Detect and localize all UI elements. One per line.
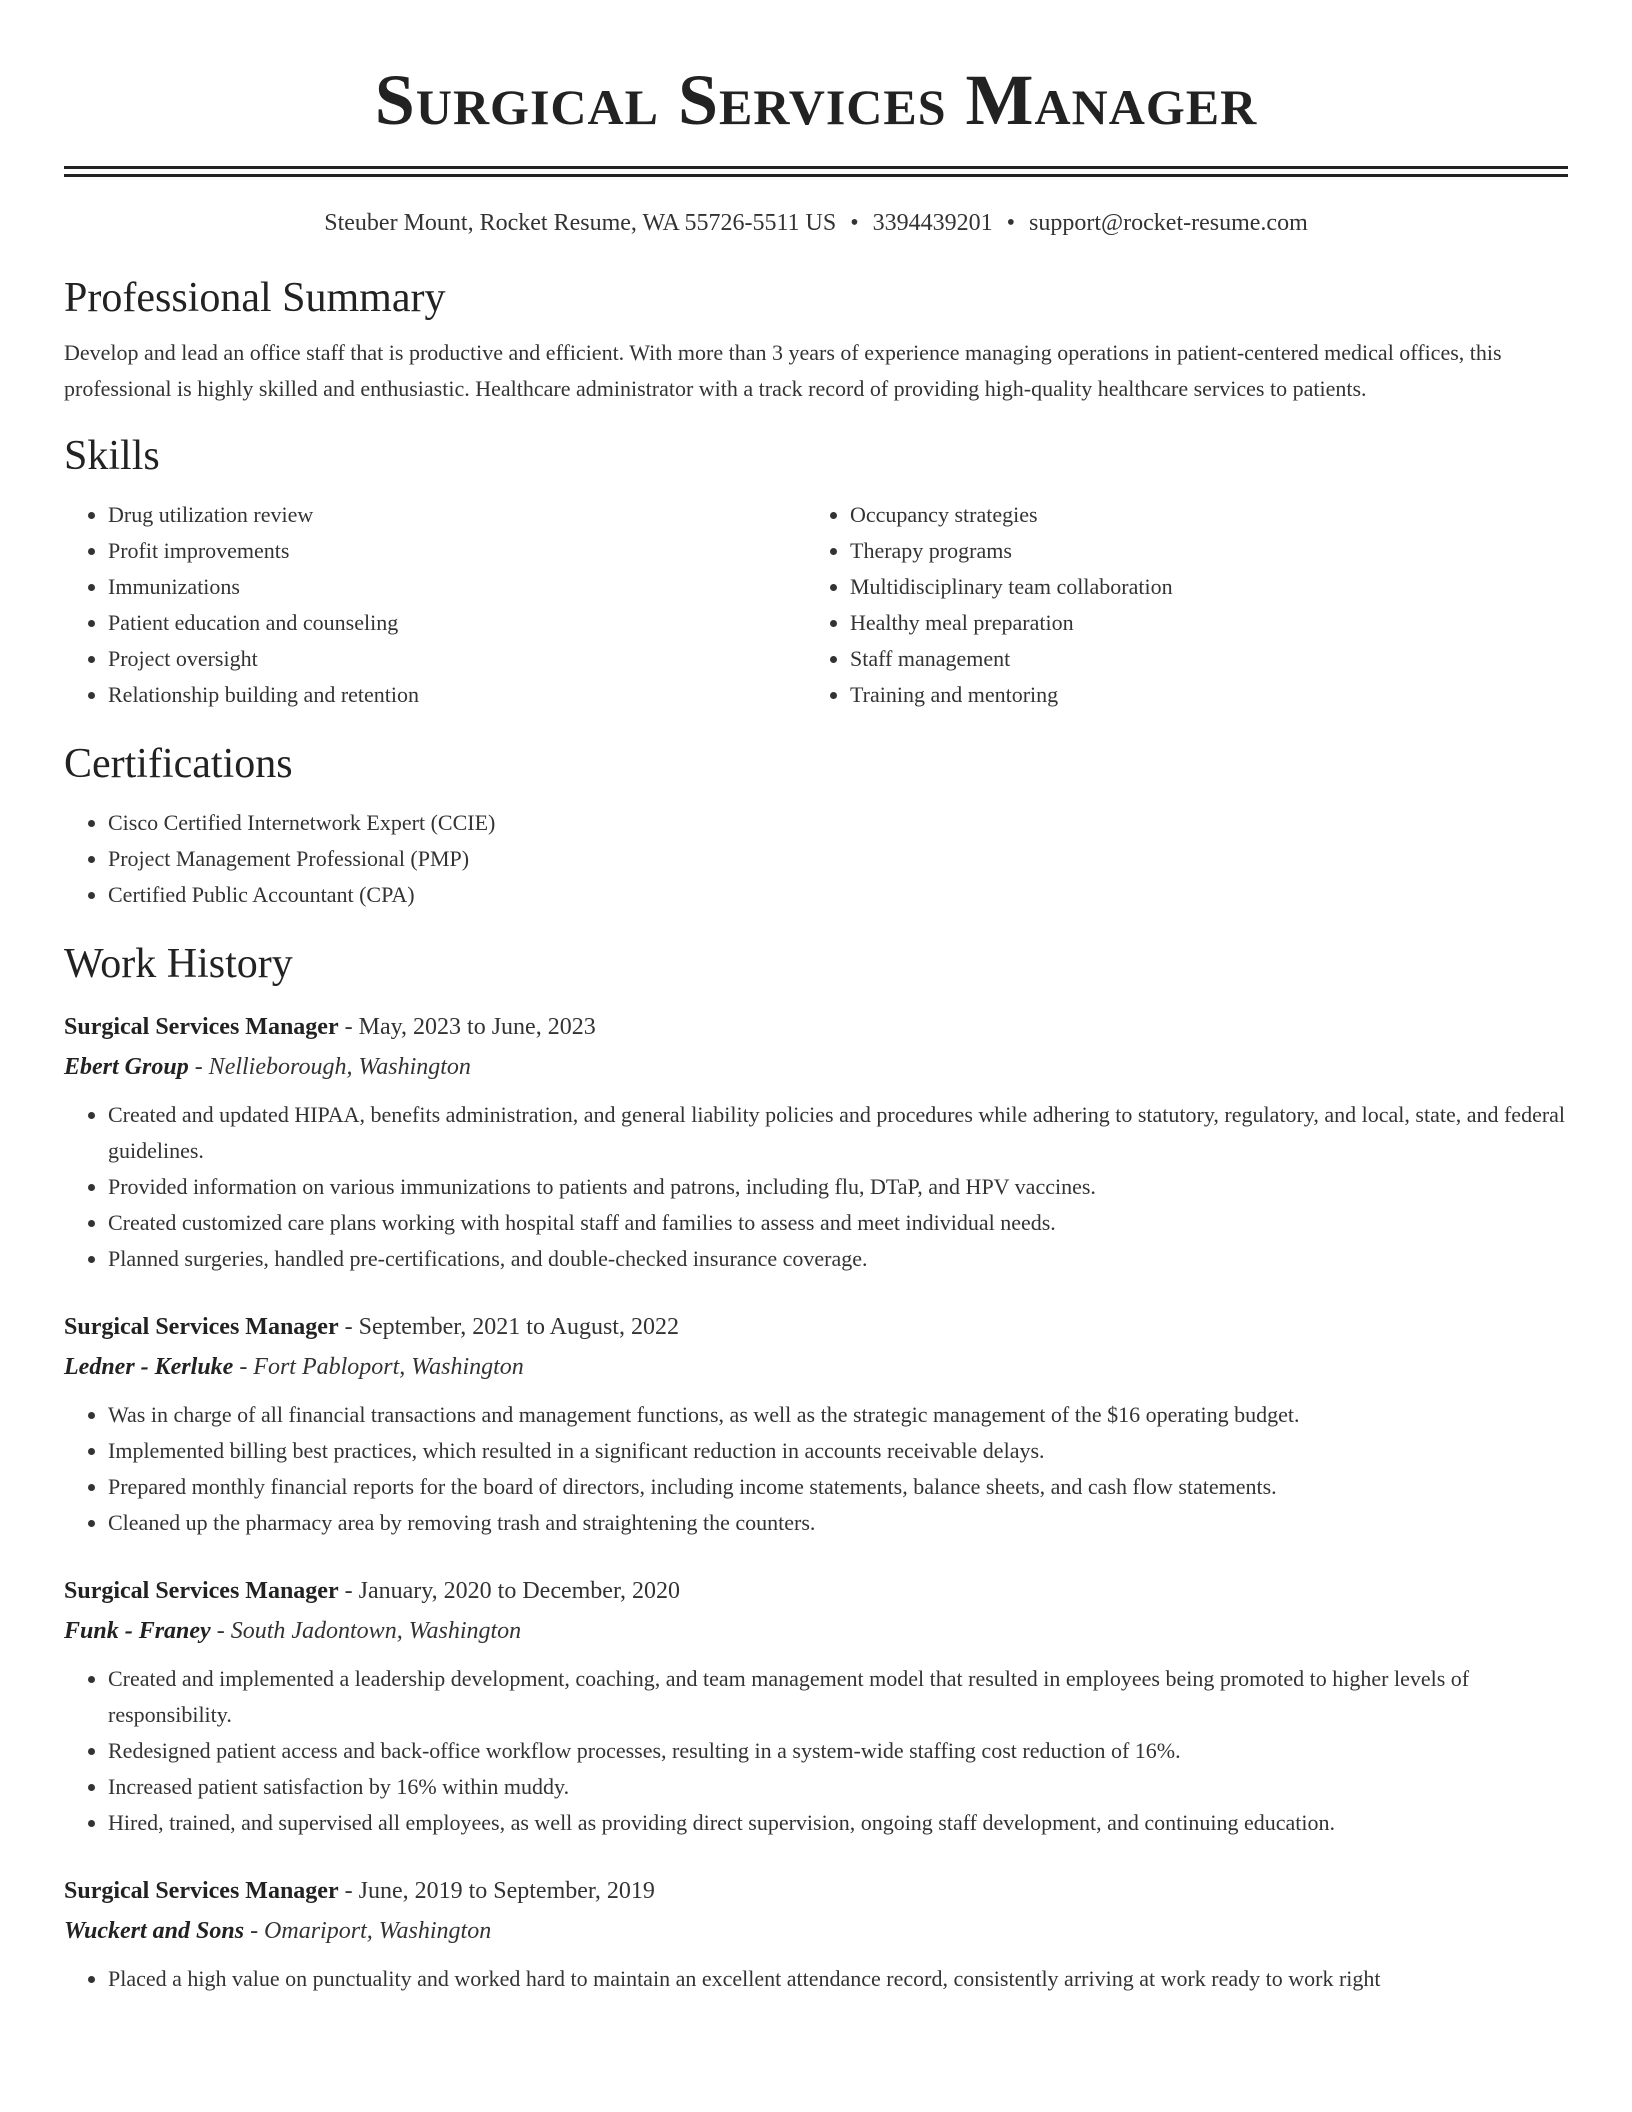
- contact-email: support@rocket-resume.com: [1029, 210, 1308, 236]
- job-bullet: • Prepared monthly financial reports for the board of directors, including income statements, balance sheets, and cash flow statements.: [108, 1469, 1568, 1505]
- job-company: Funk - Franey: [64, 1618, 211, 1644]
- skill-item: • Occupancy strategies: [850, 497, 1548, 533]
- job-title: Surgical Services Manager: [64, 1314, 339, 1340]
- job-dates: - September, 2021 to August, 2022: [338, 1314, 679, 1340]
- job-company-line: [64, 1911, 1568, 1951]
- header-divider: [64, 166, 1568, 177]
- skill-item: • Patient education and counseling: [108, 605, 806, 641]
- job-bullet: • Hired, trained, and supervised all employees, as well as providing direct supervision, ongoing staff development, and continuing education.: [108, 1805, 1568, 1841]
- skills-column-right: [806, 497, 1548, 713]
- skills-heading: Skills: [64, 433, 160, 479]
- job-title: Surgical Services Manager: [64, 1878, 339, 1904]
- skill-item: • Staff management: [850, 641, 1548, 677]
- job-entry: [64, 1007, 1568, 1277]
- job-entry: [64, 1307, 1568, 1541]
- job-title: Surgical Services Manager: [64, 1014, 339, 1040]
- certifications-list: [64, 805, 1568, 913]
- resume-page: [64, 0, 1568, 1997]
- job-company: Wuckert and Sons: [64, 1918, 245, 1944]
- job-bullet: • Increased patient satisfaction by 16% within muddy.: [108, 1769, 1568, 1805]
- job-title-line: [64, 1007, 1568, 1047]
- skill-item: • Immunizations: [108, 569, 806, 605]
- job-company-line: [64, 1347, 1568, 1387]
- skill-item: • Training and mentoring: [850, 677, 1548, 713]
- skill-item: • Profit improvements: [108, 533, 806, 569]
- job-bullet: • Planned surgeries, handled pre-certifications, and double-checked insurance coverage.: [108, 1241, 1568, 1277]
- job-bullet: • Cleaned up the pharmacy area by removing trash and straightening the counters.: [108, 1505, 1568, 1541]
- skill-item: • Drug utilization review: [108, 497, 806, 533]
- job-dates: - January, 2020 to December, 2020: [338, 1578, 680, 1604]
- skill-item: • Healthy meal preparation: [850, 605, 1548, 641]
- job-company-line: [64, 1611, 1568, 1651]
- job-bullet: • Provided information on various immunizations to patients and patrons, including flu, DTaP, and HPV vaccines.: [108, 1169, 1568, 1205]
- job-bullet: • Created and updated HIPAA, benefits administration, and general liability policies and procedures while adhering to statutory, regulatory, and local, state, and federal guidelines.: [108, 1097, 1568, 1169]
- job-bullet: • Implemented billing best practices, which resulted in a significant reduction in accounts receivable delays.: [108, 1433, 1568, 1469]
- job-bullet: • Placed a high value on punctuality and worked hard to maintain an excellent attendance record, consistently arriving at work ready to work right: [108, 1961, 1568, 1997]
- job-title-line: [64, 1307, 1568, 1347]
- job-location: - Omariport, Washington: [244, 1918, 492, 1944]
- job-title: Surgical Services Manager: [64, 1578, 339, 1604]
- contact-phone: 3394439201: [872, 210, 993, 236]
- job-entry: [64, 1571, 1568, 1841]
- job-company-line: [64, 1047, 1568, 1087]
- job-bullet: • Created customized care plans working with hospital staff and families to assess and meet individual needs.: [108, 1205, 1568, 1241]
- skills-column-left: [64, 497, 806, 713]
- job-title-line: [64, 1871, 1568, 1911]
- skill-item: • Relationship building and retention: [108, 677, 806, 713]
- skill-item: • Multidisciplinary team collaboration: [850, 569, 1548, 605]
- job-entry: [64, 1871, 1568, 1997]
- candidate-name: Surgical Services Manager: [374, 60, 1258, 140]
- job-bullet: • Redesigned patient access and back-office workflow processes, resulting in a system-wide staffing cost reduction of 16%.: [108, 1733, 1568, 1769]
- job-company: Ledner - Kerluke: [64, 1354, 234, 1380]
- skill-item: • Therapy programs: [850, 533, 1548, 569]
- job-bullets: [64, 1097, 1568, 1277]
- skills-list-right: [806, 497, 1548, 713]
- work-history-heading: Work History: [64, 941, 293, 987]
- certification-item: • Cisco Certified Internetwork Expert (CCIE): [108, 805, 1568, 841]
- summary-text: Develop and lead an office staff that is productive and efficient. With more than 3 years of experience managing operations in patient-centered medical offices, this professional is highly skilled and enthusiastic. Healthcare administrator with a track record of providing high-quality healthcare services to patients.: [64, 340, 1502, 401]
- skill-item: • Project oversight: [108, 641, 806, 677]
- certification-item: • Project Management Professional (PMP): [108, 841, 1568, 877]
- job-bullet: • Was in charge of all financial transactions and management functions, as well as the strategic management of the $16 operating budget.: [108, 1397, 1568, 1433]
- certification-item: • Certified Public Accountant (CPA): [108, 877, 1568, 913]
- skills-list-left: [64, 497, 806, 713]
- summary-heading: Professional Summary: [64, 275, 446, 321]
- job-location: - Nellieborough, Washington: [188, 1054, 471, 1080]
- job-dates: - May, 2023 to June, 2023: [338, 1014, 596, 1040]
- job-bullets: [64, 1961, 1568, 1997]
- certifications-heading: Certifications: [64, 741, 293, 787]
- job-bullet: • Created and implemented a leadership development, coaching, and team management model that resulted in employees being promoted to higher levels of responsibility.: [108, 1661, 1568, 1733]
- contact-line: [64, 207, 1568, 239]
- contact-separator: •: [1006, 210, 1016, 236]
- job-location: - South Jadontown, Washington: [210, 1618, 522, 1644]
- job-bullets: [64, 1397, 1568, 1541]
- contact-separator: •: [850, 210, 859, 236]
- skills-grid: [64, 497, 1568, 713]
- job-title-line: [64, 1571, 1568, 1611]
- job-company: Ebert Group: [64, 1054, 189, 1080]
- job-location: - Fort Pabloport, Washington: [233, 1354, 524, 1380]
- job-bullets: [64, 1661, 1568, 1841]
- job-dates: - June, 2019 to September, 2019: [338, 1878, 655, 1904]
- contact-address: Steuber Mount, Rocket Resume, WA 55726-5511 US: [324, 210, 837, 236]
